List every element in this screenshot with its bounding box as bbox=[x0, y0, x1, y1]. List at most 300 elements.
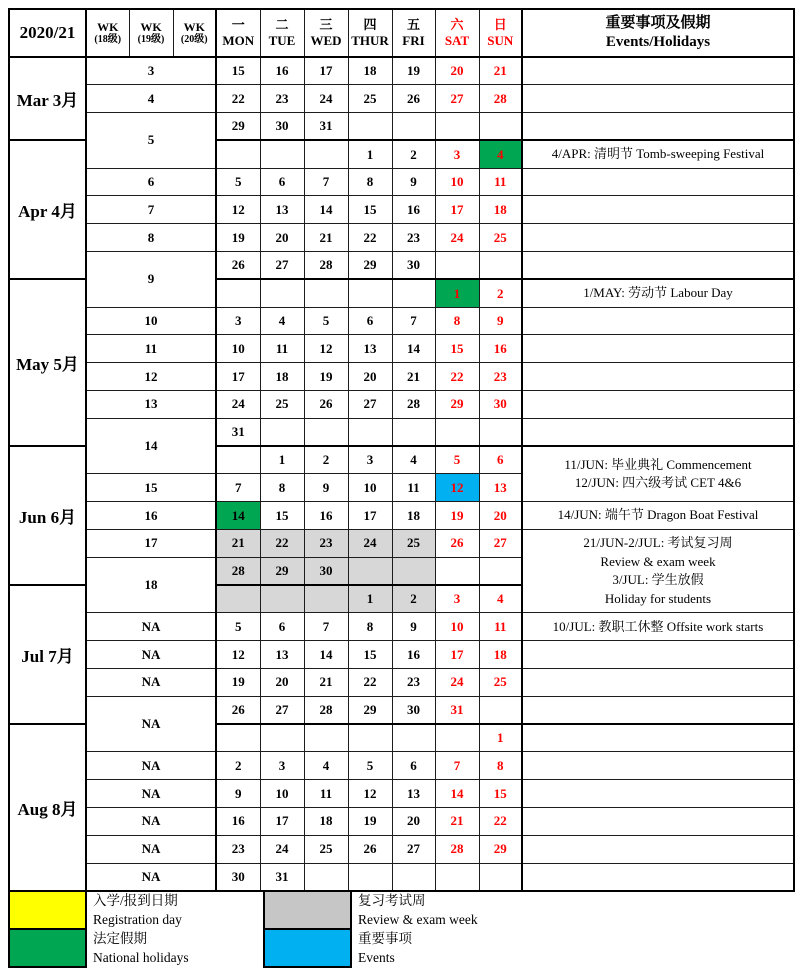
day-cell: 15 bbox=[435, 335, 479, 363]
day-cell: 30 bbox=[392, 252, 435, 280]
legend-label-en: Registration day bbox=[93, 911, 182, 927]
day-cell: 27 bbox=[435, 85, 479, 113]
week-number-cell: 13 bbox=[86, 391, 216, 419]
day-cell: 9 bbox=[216, 780, 260, 808]
day-cell: 7 bbox=[392, 307, 435, 335]
day-cell: 20 bbox=[392, 808, 435, 836]
day-cell bbox=[304, 863, 348, 891]
day-cell: 31 bbox=[216, 418, 260, 446]
day-cell: 20 bbox=[479, 502, 522, 530]
week-number-cell: 14 bbox=[86, 418, 216, 474]
week-row bbox=[9, 780, 794, 808]
day-cell: 28 bbox=[479, 85, 522, 113]
week-number-cell: 11 bbox=[86, 335, 216, 363]
day-cell: 3 bbox=[260, 752, 304, 780]
weekday-en: TUE bbox=[268, 33, 296, 48]
day-cell: 1 bbox=[348, 585, 392, 613]
day-cell bbox=[435, 418, 479, 446]
day-cell: 24 bbox=[435, 224, 479, 252]
day-cell: 10 bbox=[260, 780, 304, 808]
day-cell: 22 bbox=[479, 808, 522, 836]
day-cell bbox=[216, 140, 260, 168]
week-row bbox=[9, 752, 794, 780]
day-cell: 5 bbox=[435, 446, 479, 474]
week-number-cell: NA bbox=[86, 613, 216, 641]
event-cell bbox=[522, 252, 794, 280]
day-cell: 22 bbox=[348, 224, 392, 252]
day-cell bbox=[348, 557, 392, 585]
wk-column-header bbox=[173, 9, 216, 57]
event-cell bbox=[522, 835, 794, 863]
day-cell: 4 bbox=[479, 585, 522, 613]
weekday-en: SAT bbox=[444, 33, 470, 48]
week-row bbox=[9, 363, 794, 391]
weekday-zh: 三 bbox=[319, 17, 333, 32]
event-cell bbox=[522, 391, 794, 419]
day-column-header bbox=[260, 9, 304, 57]
week-number-cell: 9 bbox=[86, 252, 216, 308]
day-cell: 29 bbox=[260, 557, 304, 585]
event-text: 11/JUN: 毕业典礼 Commencement bbox=[564, 456, 752, 472]
day-cell: 15 bbox=[348, 641, 392, 669]
day-cell: 24 bbox=[348, 530, 392, 558]
day-cell: 27 bbox=[260, 252, 304, 280]
month-cell: Jul 7月 bbox=[9, 585, 86, 724]
day-cell: 26 bbox=[392, 85, 435, 113]
day-cell: 28 bbox=[392, 391, 435, 419]
day-column-header bbox=[348, 9, 392, 57]
day-cell: 10 bbox=[435, 168, 479, 196]
day-cell: 13 bbox=[260, 196, 304, 224]
event-text: 14/JUN: 端午节 Dragon Boat Festival bbox=[557, 507, 759, 523]
day-cell: 2 bbox=[216, 752, 260, 780]
day-cell: 15 bbox=[260, 502, 304, 530]
day-cell: 4 bbox=[260, 307, 304, 335]
week-row bbox=[9, 168, 794, 196]
day-cell: 29 bbox=[348, 696, 392, 724]
day-cell: 9 bbox=[479, 307, 522, 335]
day-cell: 9 bbox=[304, 474, 348, 502]
day-column-header bbox=[479, 9, 522, 57]
event-cell bbox=[522, 752, 794, 780]
day-cell bbox=[304, 724, 348, 752]
legend-label-events bbox=[351, 929, 795, 967]
day-cell: 14 bbox=[435, 780, 479, 808]
day-cell: 22 bbox=[435, 363, 479, 391]
day-cell: 27 bbox=[260, 696, 304, 724]
day-cell: 2 bbox=[392, 140, 435, 168]
day-cell: 17 bbox=[304, 57, 348, 85]
day-cell: 11 bbox=[479, 613, 522, 641]
day-cell: 26 bbox=[435, 530, 479, 558]
weekday-zh: 五 bbox=[406, 17, 420, 32]
day-cell: 30 bbox=[479, 391, 522, 419]
day-cell: 19 bbox=[348, 808, 392, 836]
day-cell: 31 bbox=[304, 113, 348, 141]
day-cell: 23 bbox=[216, 835, 260, 863]
week-number-cell: 12 bbox=[86, 363, 216, 391]
day-cell bbox=[435, 863, 479, 891]
legend-label-zh: 法定假期 bbox=[93, 930, 147, 946]
day-column-header bbox=[392, 9, 435, 57]
day-cell: 6 bbox=[260, 168, 304, 196]
day-cell: 25 bbox=[304, 835, 348, 863]
week-number-cell: 8 bbox=[86, 224, 216, 252]
day-cell: 13 bbox=[348, 335, 392, 363]
day-cell bbox=[348, 279, 392, 307]
day-cell: 23 bbox=[392, 224, 435, 252]
day-cell: 30 bbox=[304, 557, 348, 585]
day-cell: 12 bbox=[216, 641, 260, 669]
week-number-cell: 15 bbox=[86, 474, 216, 502]
week-row bbox=[9, 835, 794, 863]
day-cell: 21 bbox=[392, 363, 435, 391]
day-cell: 6 bbox=[260, 613, 304, 641]
day-cell: 2 bbox=[304, 446, 348, 474]
week-row bbox=[9, 196, 794, 224]
day-cell: 4 bbox=[392, 446, 435, 474]
day-cell bbox=[435, 557, 479, 585]
event-cell bbox=[522, 502, 794, 530]
day-cell: 22 bbox=[216, 85, 260, 113]
events-header-zh: 重要事项及假期 bbox=[605, 15, 711, 31]
event-cell bbox=[522, 863, 794, 891]
day-cell: 17 bbox=[260, 808, 304, 836]
day-cell bbox=[260, 418, 304, 446]
event-text: Review & exam week bbox=[600, 553, 716, 569]
day-cell: 8 bbox=[260, 474, 304, 502]
month-cell: Apr 4月 bbox=[9, 140, 86, 279]
day-cell: 1 bbox=[479, 724, 522, 752]
day-cell: 10 bbox=[348, 474, 392, 502]
day-cell: 18 bbox=[348, 57, 392, 85]
day-cell: 12 bbox=[304, 335, 348, 363]
day-cell bbox=[392, 418, 435, 446]
day-cell bbox=[392, 279, 435, 307]
event-cell bbox=[522, 418, 794, 446]
day-cell: 29 bbox=[216, 113, 260, 141]
event-cell bbox=[522, 780, 794, 808]
event-cell bbox=[522, 363, 794, 391]
day-cell: 13 bbox=[260, 641, 304, 669]
weekday-en: THUR bbox=[351, 33, 389, 48]
day-cell bbox=[304, 140, 348, 168]
day-cell: 17 bbox=[435, 196, 479, 224]
day-cell bbox=[216, 585, 260, 613]
day-cell: 5 bbox=[216, 168, 260, 196]
week-row bbox=[9, 418, 794, 446]
week-row bbox=[9, 113, 794, 141]
day-cell: 27 bbox=[479, 530, 522, 558]
day-cell: 16 bbox=[392, 196, 435, 224]
day-cell: 24 bbox=[435, 669, 479, 697]
legend-label-en: Review & exam week bbox=[358, 911, 478, 927]
event-cell bbox=[522, 307, 794, 335]
day-cell bbox=[216, 724, 260, 752]
week-row bbox=[9, 502, 794, 530]
day-cell: 21 bbox=[435, 808, 479, 836]
day-cell: 30 bbox=[392, 696, 435, 724]
events-header-en: Events/Holidays bbox=[605, 34, 711, 50]
day-cell: 3 bbox=[216, 307, 260, 335]
day-cell bbox=[392, 863, 435, 891]
event-cell bbox=[522, 140, 794, 168]
day-cell: 29 bbox=[479, 835, 522, 863]
day-cell: 22 bbox=[348, 669, 392, 697]
day-cell: 4 bbox=[479, 140, 522, 168]
day-cell: 26 bbox=[216, 696, 260, 724]
day-cell: 23 bbox=[392, 669, 435, 697]
day-cell: 7 bbox=[304, 613, 348, 641]
day-cell: 10 bbox=[216, 335, 260, 363]
week-row bbox=[9, 530, 794, 558]
week-row bbox=[9, 391, 794, 419]
day-cell: 11 bbox=[260, 335, 304, 363]
event-cell bbox=[522, 724, 794, 752]
day-cell: 14 bbox=[304, 196, 348, 224]
event-text: 12/JUN: 四六级考试 CET 4&6 bbox=[574, 475, 742, 491]
day-cell bbox=[216, 446, 260, 474]
wk-cohort-label: (18级) bbox=[94, 34, 122, 45]
wk-column-header bbox=[86, 9, 129, 57]
day-cell: 19 bbox=[216, 224, 260, 252]
day-cell: 1 bbox=[260, 446, 304, 474]
day-cell: 7 bbox=[304, 168, 348, 196]
event-cell bbox=[522, 113, 794, 141]
week-number-cell: NA bbox=[86, 808, 216, 836]
week-row bbox=[9, 224, 794, 252]
event-cell bbox=[522, 224, 794, 252]
day-cell bbox=[392, 113, 435, 141]
event-cell bbox=[522, 57, 794, 85]
day-cell bbox=[479, 696, 522, 724]
day-cell: 15 bbox=[479, 780, 522, 808]
legend-label-registration-day bbox=[86, 891, 264, 929]
legend-swatch-national-holidays bbox=[9, 929, 86, 967]
weekday-zh: 一 bbox=[231, 17, 245, 32]
week-number-cell: 5 bbox=[86, 113, 216, 169]
day-cell bbox=[348, 863, 392, 891]
day-cell: 16 bbox=[304, 502, 348, 530]
day-cell bbox=[479, 557, 522, 585]
event-text: 1/MAY: 劳动节 Labour Day bbox=[583, 285, 733, 301]
week-row bbox=[9, 335, 794, 363]
month-cell: Mar 3月 bbox=[9, 57, 86, 140]
day-column-header bbox=[216, 9, 260, 57]
week-row bbox=[9, 613, 794, 641]
event-cell bbox=[522, 530, 794, 613]
day-cell: 3 bbox=[435, 585, 479, 613]
weekday-zh: 四 bbox=[363, 17, 377, 32]
event-text: Holiday for students bbox=[604, 590, 712, 606]
day-cell: 7 bbox=[435, 752, 479, 780]
event-cell bbox=[522, 613, 794, 641]
week-number-cell: NA bbox=[86, 835, 216, 863]
day-cell: 20 bbox=[260, 224, 304, 252]
day-cell: 7 bbox=[216, 474, 260, 502]
day-cell: 6 bbox=[392, 752, 435, 780]
day-cell: 26 bbox=[304, 391, 348, 419]
day-cell: 28 bbox=[435, 835, 479, 863]
wk-label: WK bbox=[97, 20, 119, 34]
day-cell: 14 bbox=[392, 335, 435, 363]
week-row bbox=[9, 252, 794, 280]
legend-label-en: National holidays bbox=[93, 949, 189, 965]
week-number-cell: 17 bbox=[86, 530, 216, 558]
day-cell: 29 bbox=[435, 391, 479, 419]
day-cell: 30 bbox=[216, 863, 260, 891]
day-cell: 2 bbox=[392, 585, 435, 613]
week-row bbox=[9, 808, 794, 836]
weekday-en: SUN bbox=[487, 33, 514, 48]
day-cell: 24 bbox=[216, 391, 260, 419]
week-number-cell: 6 bbox=[86, 168, 216, 196]
day-cell: 5 bbox=[304, 307, 348, 335]
day-cell bbox=[304, 279, 348, 307]
day-cell bbox=[479, 418, 522, 446]
day-cell: 11 bbox=[479, 168, 522, 196]
week-row bbox=[9, 641, 794, 669]
day-cell bbox=[479, 113, 522, 141]
day-cell: 15 bbox=[348, 196, 392, 224]
day-cell: 18 bbox=[304, 808, 348, 836]
legend-swatch-registration-day bbox=[9, 891, 86, 929]
legend-label-zh: 入学/报到日期 bbox=[93, 892, 178, 908]
month-cell: May 5月 bbox=[9, 279, 86, 446]
day-cell: 26 bbox=[348, 835, 392, 863]
day-cell: 11 bbox=[392, 474, 435, 502]
weekday-en: MON bbox=[222, 33, 255, 48]
day-cell: 25 bbox=[392, 530, 435, 558]
day-cell: 22 bbox=[260, 530, 304, 558]
week-number-cell: 10 bbox=[86, 307, 216, 335]
day-cell: 21 bbox=[479, 57, 522, 85]
week-number-cell: NA bbox=[86, 641, 216, 669]
event-text: 4/APR: 清明节 Tomb-sweeping Festival bbox=[551, 146, 765, 162]
day-cell: 6 bbox=[479, 446, 522, 474]
day-cell: 30 bbox=[260, 113, 304, 141]
day-cell: 19 bbox=[216, 669, 260, 697]
day-cell: 9 bbox=[392, 168, 435, 196]
day-cell: 23 bbox=[304, 530, 348, 558]
event-cell bbox=[522, 168, 794, 196]
week-number-cell: NA bbox=[86, 752, 216, 780]
year-title: 2020/21 bbox=[9, 9, 86, 57]
day-cell: 19 bbox=[392, 57, 435, 85]
day-cell bbox=[392, 557, 435, 585]
day-cell: 26 bbox=[216, 252, 260, 280]
event-text: 3/JUL: 学生放假 bbox=[612, 572, 704, 588]
day-cell: 3 bbox=[348, 446, 392, 474]
day-cell: 14 bbox=[216, 502, 260, 530]
wk-cohort-label: (19级) bbox=[137, 34, 165, 45]
day-cell bbox=[435, 113, 479, 141]
day-cell: 12 bbox=[348, 780, 392, 808]
day-cell: 20 bbox=[260, 669, 304, 697]
day-cell: 18 bbox=[479, 641, 522, 669]
day-cell: 25 bbox=[479, 224, 522, 252]
day-cell: 27 bbox=[392, 835, 435, 863]
day-cell: 8 bbox=[348, 613, 392, 641]
wk-label: WK bbox=[140, 20, 162, 34]
day-cell: 31 bbox=[435, 696, 479, 724]
events-header bbox=[522, 9, 794, 57]
day-cell: 17 bbox=[435, 641, 479, 669]
day-cell bbox=[348, 113, 392, 141]
day-cell: 24 bbox=[260, 835, 304, 863]
day-cell: 31 bbox=[260, 863, 304, 891]
week-number-cell: 4 bbox=[86, 85, 216, 113]
day-cell: 24 bbox=[304, 85, 348, 113]
day-cell bbox=[260, 140, 304, 168]
day-cell: 10 bbox=[435, 613, 479, 641]
day-cell: 17 bbox=[348, 502, 392, 530]
week-number-cell: 18 bbox=[86, 557, 216, 613]
day-cell: 12 bbox=[216, 196, 260, 224]
day-cell bbox=[435, 252, 479, 280]
day-cell: 28 bbox=[304, 696, 348, 724]
day-cell: 19 bbox=[435, 502, 479, 530]
week-number-cell: NA bbox=[86, 669, 216, 697]
week-row bbox=[9, 57, 794, 85]
day-cell: 8 bbox=[435, 307, 479, 335]
day-cell: 20 bbox=[435, 57, 479, 85]
legend bbox=[8, 890, 796, 968]
day-cell bbox=[260, 279, 304, 307]
event-cell bbox=[522, 196, 794, 224]
legend-swatch-review-exam-week bbox=[264, 891, 351, 929]
event-cell bbox=[522, 696, 794, 724]
day-cell: 18 bbox=[479, 196, 522, 224]
legend-swatch-events bbox=[264, 929, 351, 967]
week-number-cell: 3 bbox=[86, 57, 216, 85]
day-cell bbox=[479, 252, 522, 280]
day-cell bbox=[304, 418, 348, 446]
day-cell: 13 bbox=[479, 474, 522, 502]
day-column-header bbox=[435, 9, 479, 57]
day-cell: 1 bbox=[348, 140, 392, 168]
day-cell: 21 bbox=[304, 669, 348, 697]
day-cell: 5 bbox=[348, 752, 392, 780]
day-cell bbox=[348, 724, 392, 752]
day-cell: 21 bbox=[216, 530, 260, 558]
day-cell: 3 bbox=[435, 140, 479, 168]
calendar-table bbox=[8, 8, 795, 892]
day-cell: 12 bbox=[435, 474, 479, 502]
week-number-cell: 7 bbox=[86, 196, 216, 224]
event-text: 10/JUL: 教职工休整 Offsite work starts bbox=[552, 618, 764, 634]
day-cell: 29 bbox=[348, 252, 392, 280]
event-cell bbox=[522, 85, 794, 113]
month-cell: Jun 6月 bbox=[9, 446, 86, 585]
wk-column-header bbox=[129, 9, 173, 57]
wk-cohort-label: (20级) bbox=[180, 34, 208, 45]
week-number-cell: NA bbox=[86, 696, 216, 752]
day-cell: 18 bbox=[260, 363, 304, 391]
week-row bbox=[9, 85, 794, 113]
day-cell: 21 bbox=[304, 224, 348, 252]
day-cell bbox=[260, 724, 304, 752]
legend-label-review-exam-week bbox=[351, 891, 795, 929]
day-cell: 28 bbox=[304, 252, 348, 280]
legend-label-en: Events bbox=[358, 949, 395, 965]
day-cell: 16 bbox=[479, 335, 522, 363]
event-cell bbox=[522, 446, 794, 502]
calendar-body bbox=[9, 57, 794, 891]
day-cell bbox=[260, 585, 304, 613]
day-cell: 11 bbox=[304, 780, 348, 808]
day-cell: 16 bbox=[216, 808, 260, 836]
